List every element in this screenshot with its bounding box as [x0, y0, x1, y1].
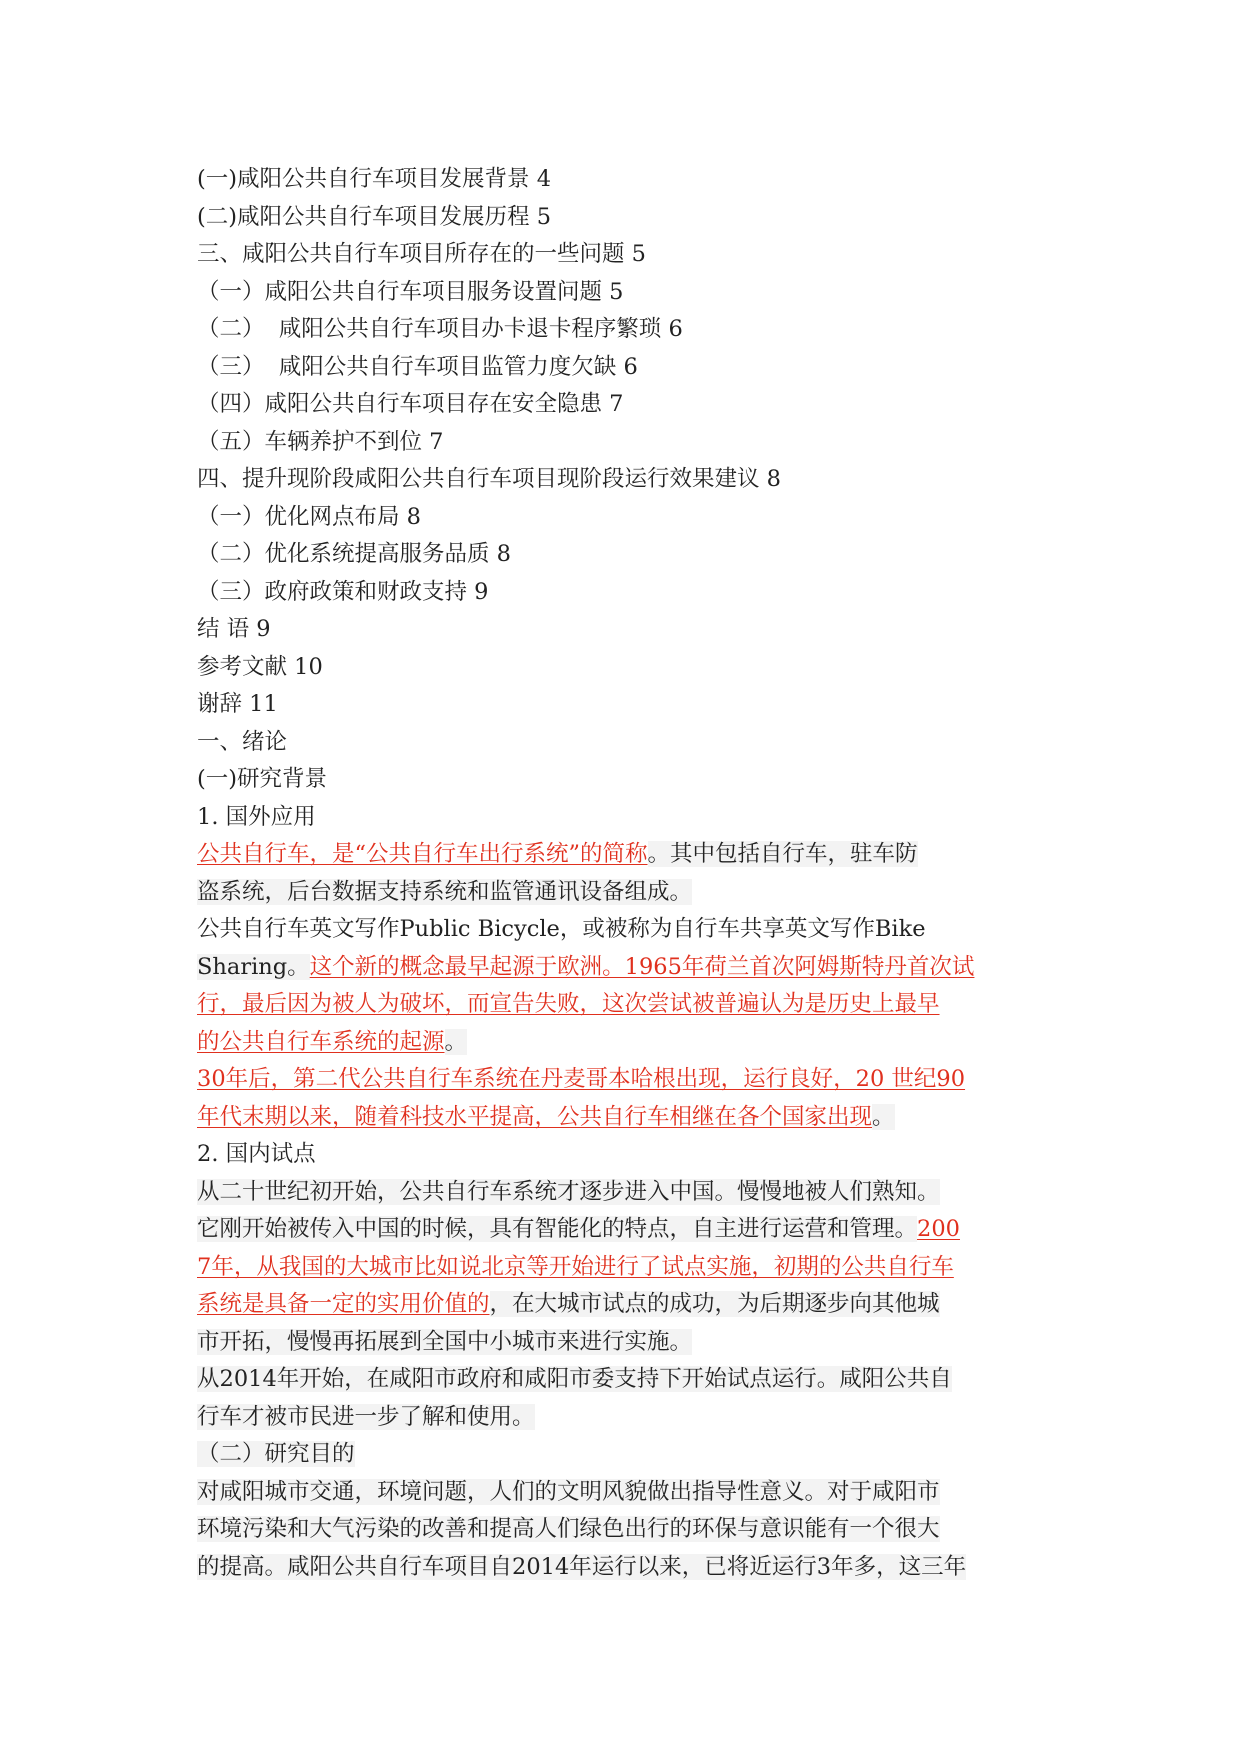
paragraph-line	[197, 986, 1047, 1024]
subsection-heading: 2. 国内试点	[197, 1141, 316, 1167]
body-text: Sharing。	[197, 953, 310, 980]
section-heading	[197, 1436, 1047, 1474]
chapter-heading: 一、绪论	[197, 728, 288, 755]
toc-entry: （三） 咸阳公共自行车项目监管力度欠缺 6	[197, 353, 638, 380]
toc-entry: 结 语 9	[197, 616, 271, 642]
toc-entry: 三、咸阳公共自行车项目所存在的一些问题 5	[197, 241, 646, 267]
body-text: 市开拓，慢慢再拓展到全国中小城市来进行实施。	[197, 1328, 693, 1355]
body-text: 它刚开始被传入中国的时候，具有智能化的特点，自主进行运营和管理。	[197, 1216, 918, 1242]
section-heading: (一)研究背景	[197, 766, 328, 792]
paragraph-line	[197, 1249, 1047, 1287]
highlighted-text: 7年，从我国的大城市比如说北京等开始进行了试点实施，初期的公共自行车	[197, 1253, 954, 1280]
paragraph-line	[197, 1549, 1047, 1587]
highlighted-text: 这个新的概念最早起源于欧洲。1965年荷兰首次阿姆斯特丹首次试	[309, 953, 975, 980]
body-text: 。	[872, 1103, 895, 1130]
highlighted-text: 的公共自行车系统的起源	[197, 1028, 445, 1055]
body-text: 环境污染和大气污染的改善和提高人们绿色出行的环保与意识能有一个很大	[197, 1516, 940, 1542]
paragraph-line	[197, 1061, 1047, 1099]
document-body	[197, 161, 1047, 1586]
paragraph-line	[197, 1324, 1047, 1362]
paragraph-line	[197, 1211, 1047, 1249]
toc-entry: （三）政府政策和财政支持 9	[197, 578, 489, 605]
toc-entry: 谢辞 11	[197, 691, 278, 717]
paragraph-line	[197, 1474, 1047, 1512]
section-heading-text: （二）研究目的	[197, 1441, 355, 1467]
paragraph-line	[197, 949, 1047, 987]
paragraph-line	[197, 1399, 1047, 1437]
paragraph-line	[197, 874, 1047, 912]
body-text: 。	[444, 1028, 468, 1055]
toc-entry: （一）优化网点布局 8	[197, 503, 421, 530]
toc-entry: （二） 咸阳公共自行车项目办卡退卡程序繁琐 6	[197, 316, 683, 342]
toc-entry: （五）车辆养护不到位 7	[197, 428, 444, 455]
paragraph-line	[197, 1174, 1047, 1212]
paragraph-line	[197, 1024, 1047, 1062]
body-text: 从2014年开始，在咸阳市政府和咸阳市委支持下开始试点运行。咸阳公共自	[197, 1366, 952, 1392]
body-text: 盗系统，后台数据支持系统和监管通讯设备组成。	[197, 878, 693, 905]
toc-entry: 参考文献 10	[197, 653, 323, 680]
toc-entry: 四、提升现阶段咸阳公共自行车项目现阶段运行效果建议 8	[197, 466, 781, 492]
body-text: 。其中包括自行车，驻车防	[647, 841, 918, 867]
toc-entry: （二）优化系统提高服务品质 8	[197, 541, 511, 567]
paragraph-line	[197, 1361, 1047, 1399]
paragraph-line	[197, 911, 1047, 949]
body-text: 公共自行车英文写作Public Bicycle，或被称为自行车共享英文写作Bike	[197, 916, 926, 942]
highlighted-text: 年代末期以来，随着科技水平提高，公共自行车相继在各个国家出现	[197, 1103, 873, 1130]
toc-entry: （四）咸阳公共自行车项目存在安全隐患 7	[197, 391, 624, 417]
body-text: 从二十世纪初开始，公共自行车系统才逐步进入中国。慢慢地被人们熟知。	[197, 1178, 940, 1205]
body-text: 的提高。咸阳公共自行车项目自2014年运行以来，已将近运行3年多，这三年	[197, 1553, 967, 1580]
toc-entry: (一)咸阳公共自行车项目发展背景 4	[197, 166, 552, 192]
toc-entry: （一）咸阳公共自行车项目服务设置问题 5	[197, 278, 624, 305]
body-text: 对咸阳城市交通，环境问题，人们的文明风貌做出指导性意义。对于咸阳市	[197, 1478, 940, 1505]
paragraph-line	[197, 836, 1047, 874]
body-text: ，在大城市试点的成功，为后期逐步向其他城	[489, 1291, 940, 1317]
subsection-heading: 1. 国外应用	[197, 803, 316, 830]
highlighted-text: 公共自行车，是“公共自行车出行系统”的简称	[197, 841, 648, 867]
body-text: 行车才被市民进一步了解和使用。	[197, 1403, 535, 1430]
paragraph-line	[197, 1286, 1047, 1324]
highlighted-text: 200	[917, 1216, 960, 1242]
paragraph-line	[197, 1099, 1047, 1137]
highlighted-text: 行，最后因为被人为破坏，而宣告失败，这次尝试被普遍认为是历史上最早	[197, 991, 940, 1017]
paragraph-line	[197, 1511, 1047, 1549]
toc-entry: (二)咸阳公共自行车项目发展历程 5	[197, 203, 552, 230]
highlighted-text: 30年后，第二代公共自行车系统在丹麦哥本哈根出现，运行良好，20 世纪90	[197, 1066, 966, 1092]
highlighted-text: 系统是具备一定的实用价值的	[197, 1291, 490, 1317]
